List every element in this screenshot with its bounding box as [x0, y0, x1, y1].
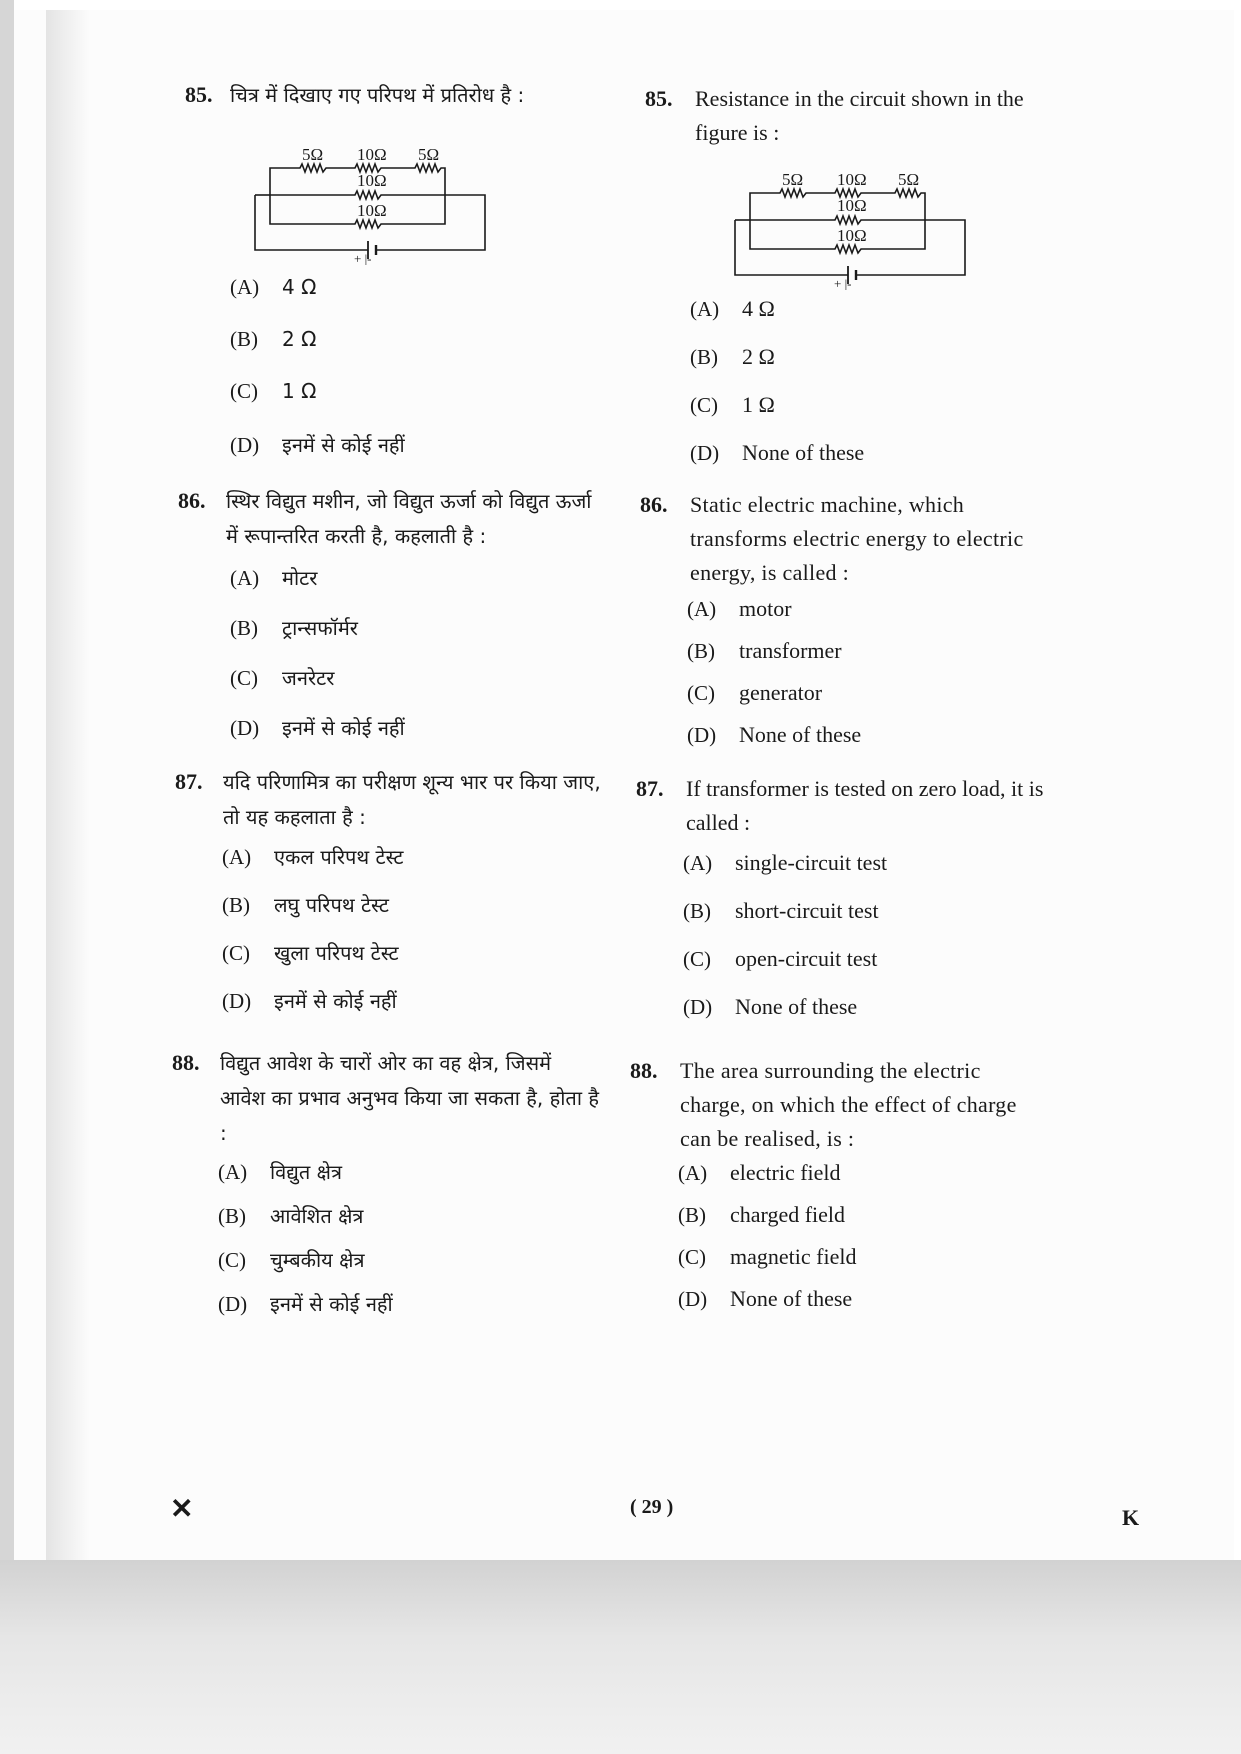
question-number: 88. [172, 1050, 200, 1075]
question-text: यदि परिणामित्र का परीक्षण शून्य भार पर किया जाए, तो यह कहलाता है : [223, 770, 601, 829]
option-b[interactable]: (B) transformer [687, 638, 842, 663]
option-c[interactable]: (C) magnetic field [678, 1244, 857, 1269]
question-text: The area surrounding the electric charge, on which the effect of charge can be realised, is : [680, 1058, 1017, 1151]
option-a[interactable]: (A) 4 Ω [230, 275, 317, 299]
option-c[interactable]: (C) 1 Ω [690, 392, 775, 417]
option-b[interactable]: (B) आवेशित क्षेत्र [218, 1204, 364, 1228]
resistor-label: 10Ω [837, 226, 867, 245]
option-c[interactable]: (C) खुला परिपथ टेस्ट [222, 941, 399, 965]
scan-edge [0, 0, 14, 1560]
option-c[interactable]: (C) open-circuit test [683, 946, 878, 971]
parallel-branch-1 [750, 216, 925, 224]
option-b[interactable]: (B) 2 Ω [690, 344, 775, 369]
resistor-label: 10Ω [837, 196, 867, 215]
question-number: 85. [185, 82, 213, 107]
option-a[interactable]: (A) electric field [678, 1160, 841, 1185]
circuit-svg [730, 165, 990, 290]
return-wire [376, 195, 485, 250]
question-text: चित्र में दिखाए गए परिपथ में प्रतिरोध है : [230, 83, 525, 107]
circuit-svg [250, 140, 510, 265]
option-a[interactable]: (A) विद्युत क्षेत्र [218, 1160, 343, 1184]
option-d[interactable]: (D) इनमें से कोई नहीं [230, 433, 405, 457]
resistor-label: 5Ω [418, 145, 440, 164]
resistor-label: 10Ω [837, 170, 867, 189]
option-d[interactable]: (D) None of these [687, 722, 862, 747]
option-c[interactable]: (C) generator [687, 680, 823, 705]
option-a[interactable]: (A) एकल परिपथ टेस्ट [222, 845, 404, 869]
resistor-label: 10Ω [357, 145, 387, 164]
option-b[interactable]: (B) short-circuit test [683, 898, 879, 923]
parallel-branch-1 [270, 191, 445, 199]
circuit-diagram-en [730, 165, 990, 295]
question-number: 87. [636, 776, 664, 801]
question-number: 85. [645, 86, 673, 111]
scan-background [0, 1560, 1241, 1754]
option-b[interactable]: (B) charged field [678, 1202, 846, 1227]
binding-shadow [46, 10, 90, 1560]
question-number: 86. [178, 488, 206, 513]
page-number: ( 29 ) [630, 1496, 674, 1518]
battery-polarity: + |- [834, 276, 852, 290]
option-a[interactable]: (A) 4 Ω [690, 296, 775, 321]
option-d[interactable]: (D) इनमें से कोई नहीं [230, 716, 405, 740]
option-a[interactable]: (A) single-circuit test [683, 850, 888, 875]
question-text: स्थिर विद्युत मशीन, जो विद्युत ऊर्जा को विद्युत ऊर्जा में रूपान्तरित करती है, कहलाती है : [226, 489, 592, 548]
resistor-label: 10Ω [357, 201, 387, 220]
resistor-label: 5Ω [898, 170, 920, 189]
resistor-label: 5Ω [302, 145, 324, 164]
question-number: 86. [640, 492, 668, 517]
battery-polarity: + |- [354, 251, 372, 265]
option-a[interactable]: (A) motor [687, 596, 792, 621]
option-c[interactable]: (C) चुम्बकीय क्षेत्र [218, 1248, 365, 1272]
option-c[interactable]: (C) 1 Ω [230, 379, 317, 403]
question-text: विद्युत आवेश के चारों ओर का वह क्षेत्र, जिसमें आवेश का प्रभाव अनुभव किया जा सकता है, होता है : [220, 1051, 599, 1145]
question-text: Resistance in the circuit shown in the figure is : [695, 86, 1024, 145]
question-text: Static electric machine, which transforms electric energy to electric energy, is called : [690, 492, 1024, 585]
cross-mark-icon: ✕ [170, 1494, 194, 1525]
option-a[interactable]: (A) मोटर [230, 566, 318, 590]
option-b[interactable]: (B) ट्रान्सफॉर्मर [230, 616, 358, 640]
option-d[interactable]: (D) None of these [683, 994, 858, 1019]
option-d[interactable]: (D) इनमें से कोई नहीं [222, 989, 397, 1013]
resistor-label: 10Ω [357, 171, 387, 190]
circuit-diagram-hi [250, 140, 510, 270]
option-b[interactable]: (B) 2 Ω [230, 327, 317, 351]
question-text: If transformer is tested on zero load, it is called : [686, 776, 1044, 835]
return-wire [856, 220, 965, 275]
option-d[interactable]: (D) इनमें से कोई नहीं [218, 1292, 393, 1316]
question-number: 88. [630, 1058, 658, 1083]
resistor-label: 5Ω [782, 170, 804, 189]
option-c[interactable]: (C) जनरेटर [230, 666, 335, 690]
option-d[interactable]: (D) None of these [678, 1286, 853, 1311]
option-d[interactable]: (D) None of these [690, 440, 865, 465]
question-number: 87. [175, 769, 203, 794]
set-code: K [1122, 1505, 1140, 1530]
option-b[interactable]: (B) लघु परिपथ टेस्ट [222, 893, 389, 917]
